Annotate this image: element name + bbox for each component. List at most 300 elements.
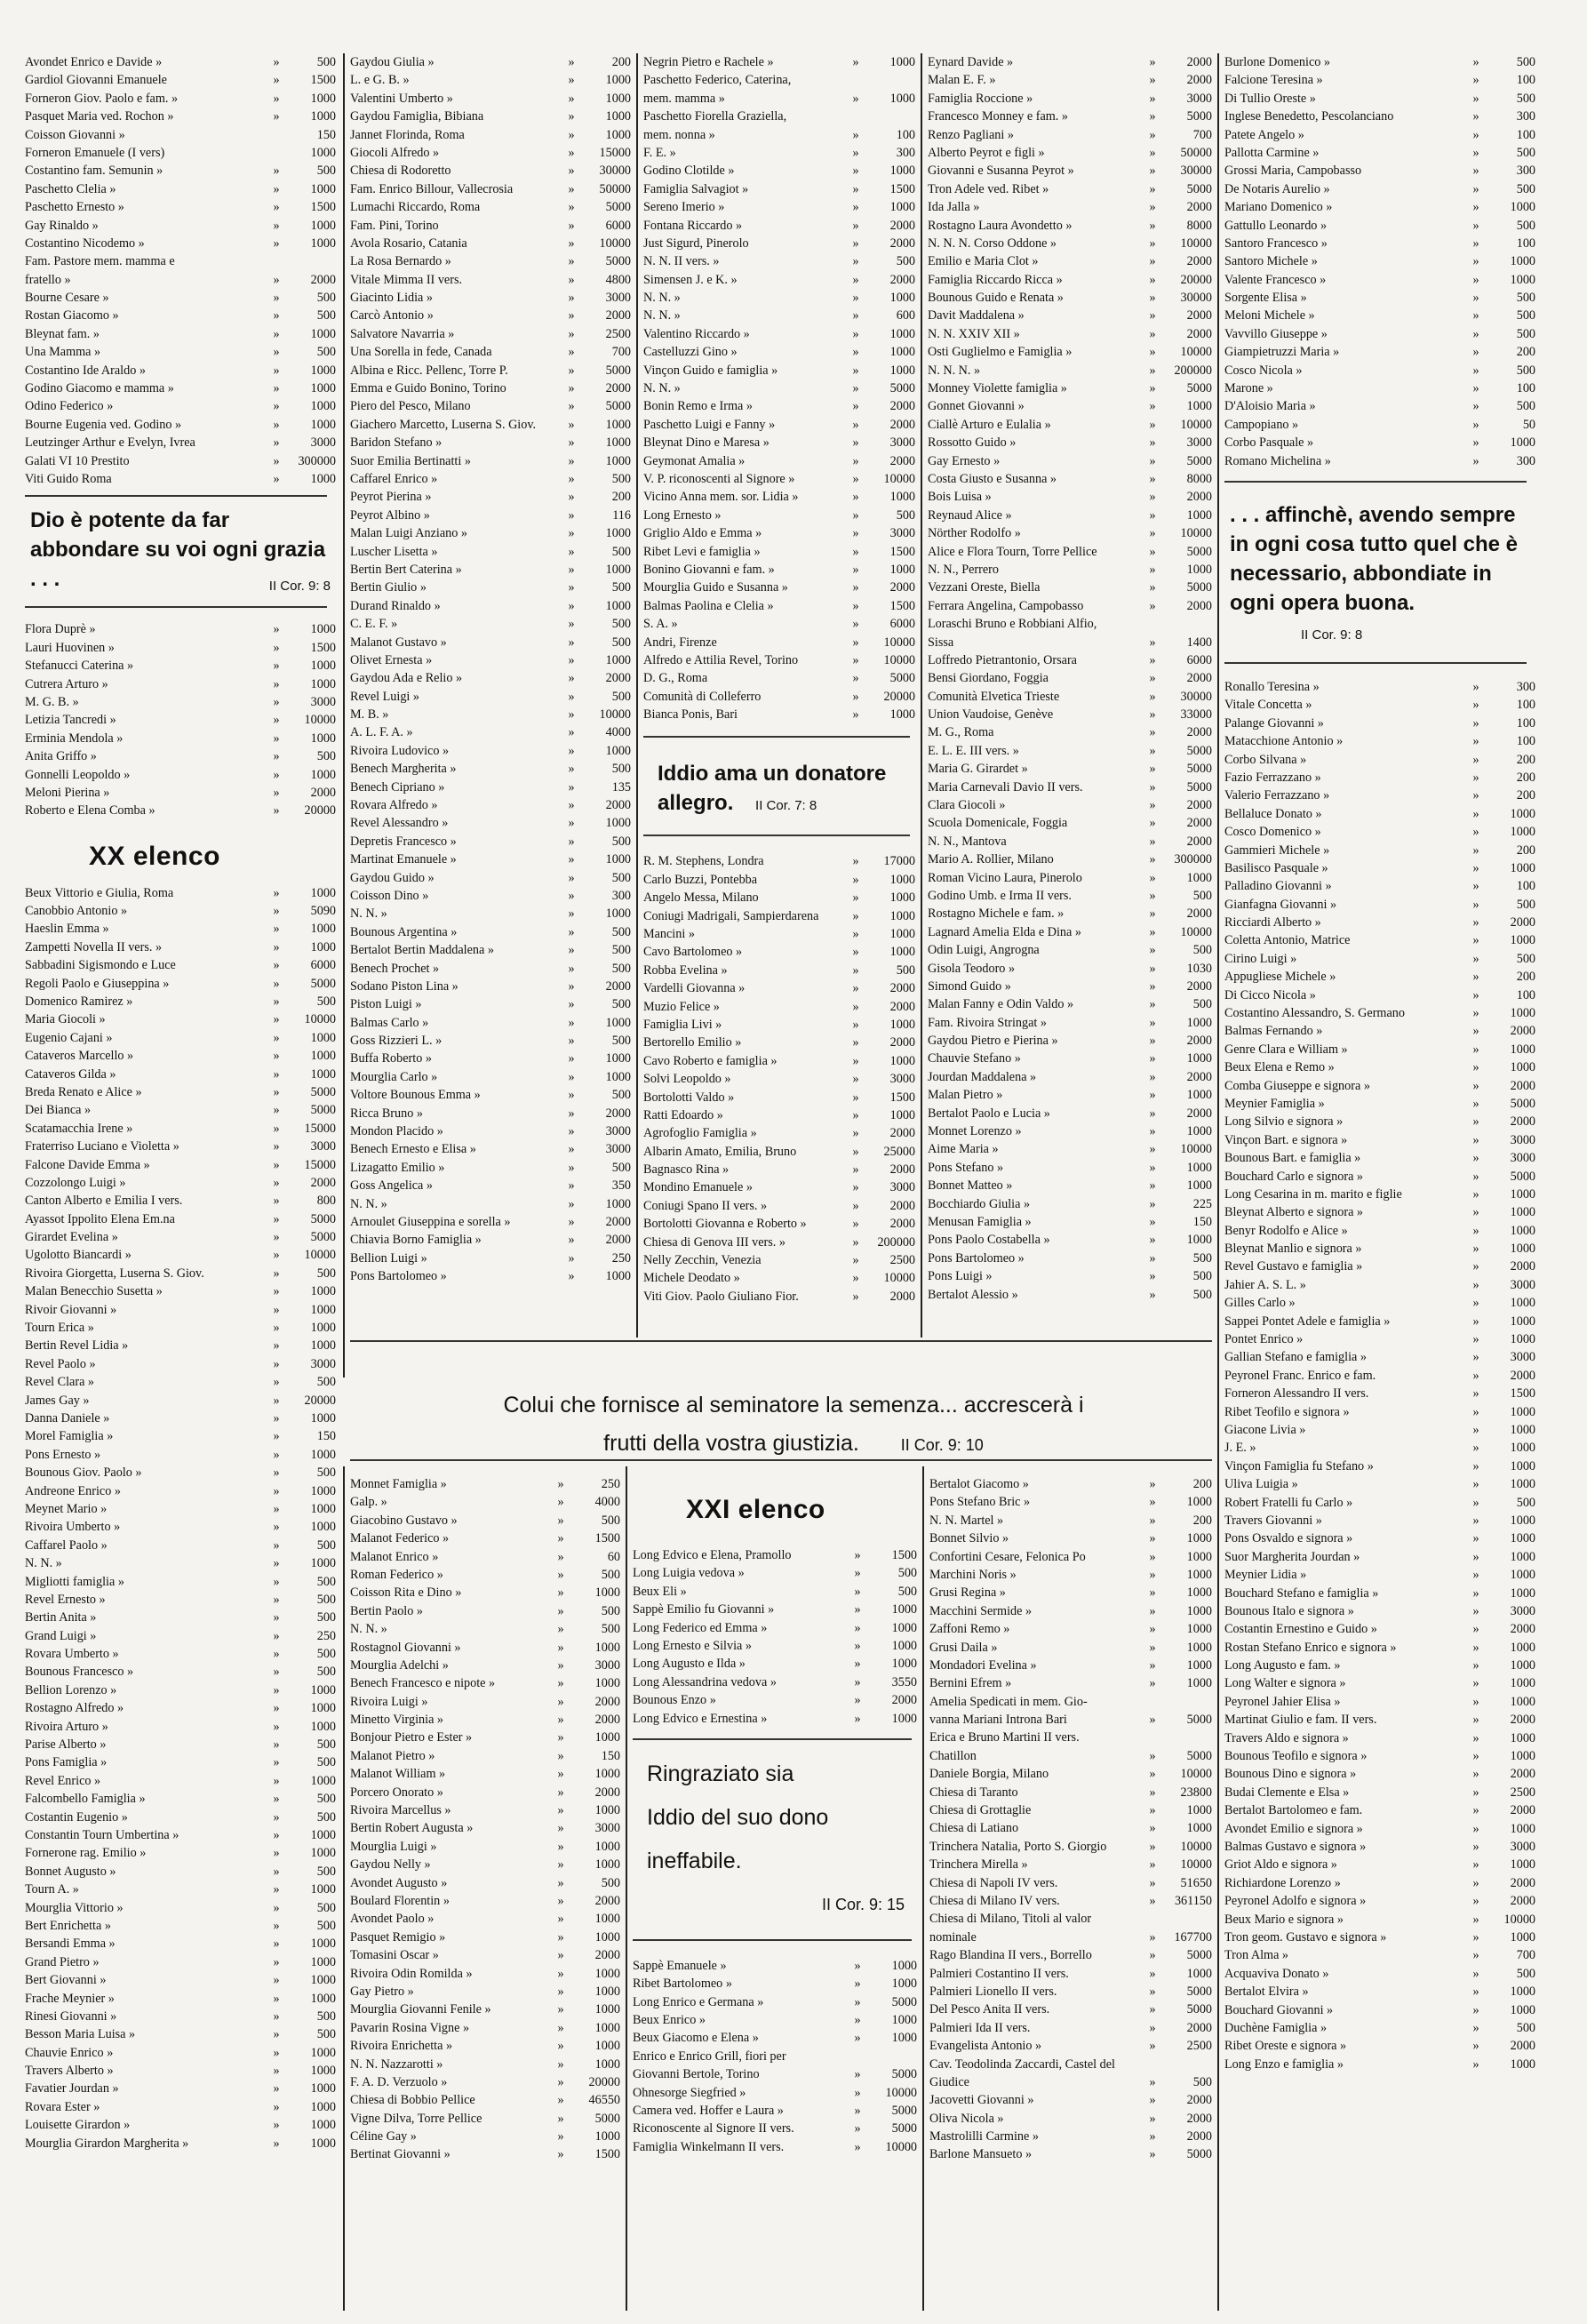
donation-amount: 500 — [316, 1574, 336, 1589]
donation-amount: 6000 — [310, 958, 336, 973]
donation-amount: 1000 — [889, 490, 915, 505]
section-divider — [25, 495, 327, 497]
donation-amount: 1000 — [310, 91, 336, 106]
donor-row — [25, 1899, 336, 1917]
donor-name: Sabbadini Sigismondo e Luce — [25, 958, 176, 973]
donor-name: Bourne Cesare » — [25, 291, 109, 306]
ditto-mark: » — [1472, 1531, 1479, 1546]
donation-amount: 500 — [897, 1584, 917, 1599]
donor-row — [25, 1772, 336, 1790]
donation-amount: 1000 — [1186, 1622, 1212, 1637]
ditto-mark: » — [273, 1737, 280, 1753]
donor-row — [25, 1282, 336, 1300]
donor-row — [25, 802, 336, 819]
donation-amount: 1000 — [889, 707, 915, 723]
donor-row — [25, 2116, 336, 2134]
donor-name: Simensen J. e K. » — [643, 272, 738, 287]
donor-row — [25, 956, 336, 974]
donor-name: Sappè Emilio fu Giovanni » — [633, 1602, 775, 1617]
donor-row — [1224, 1965, 1535, 1983]
donation-amount: 2000 — [1186, 598, 1212, 613]
donor-row — [633, 2084, 917, 2102]
donor-row — [928, 1068, 1212, 1086]
donation-amount: 5000 — [889, 381, 915, 396]
donation-amount: 10000 — [1180, 236, 1212, 251]
donor-row — [25, 2062, 336, 2080]
donation-amount: 2000 — [1186, 200, 1212, 215]
ditto-mark: » — [852, 1180, 859, 1195]
donor-row — [1224, 1729, 1535, 1747]
donor-row — [633, 1601, 917, 1618]
donation-amount: 5000 — [310, 1211, 336, 1226]
donor-name: Cavo Bartolomeo » — [643, 945, 743, 960]
donation-amount: 1000 — [889, 872, 915, 887]
donation-amount: 250 — [611, 1250, 631, 1266]
donor-name: Union Vaudoise, Genève — [928, 707, 1054, 723]
donor-name: Long Edvico e Ernestina » — [633, 1711, 768, 1726]
donor-name: Revel Enrico » — [25, 1773, 101, 1788]
donor-name: Del Pesco Anita II vers. — [929, 2002, 1050, 2017]
donation-amount: 1000 — [1186, 1640, 1212, 1655]
donation-amount: 500 — [1516, 326, 1535, 341]
ditto-mark: » — [1149, 671, 1156, 686]
verse-text: Iddio ama un donatore allegro. — [658, 762, 887, 816]
ditto-mark: » — [1149, 1966, 1156, 1981]
donation-amount: 2500 — [605, 326, 631, 341]
ditto-mark: » — [1149, 272, 1156, 287]
donor-name: Roman Vicino Laura, Pinerolo — [928, 870, 1082, 885]
donation-amount: 1000 — [310, 1447, 336, 1462]
donor-name: Comba Giuseppe e signora » — [1224, 1078, 1370, 1093]
donor-row — [25, 397, 336, 415]
donation-amount: 1000 — [310, 1501, 336, 1516]
ditto-mark: » — [568, 164, 575, 179]
donor-name: Fam. Enrico Billour, Vallecrosia — [350, 181, 514, 196]
donor-row — [928, 561, 1212, 579]
donor-row — [643, 307, 915, 324]
donation-amount: 2000 — [1186, 490, 1212, 505]
ditto-mark: » — [1472, 1640, 1479, 1655]
donation-amount: 4000 — [594, 1495, 620, 1510]
donation-amount: 3000 — [889, 435, 915, 451]
donation-amount: 2000 — [594, 1893, 620, 1908]
ditto-mark: » — [557, 1657, 564, 1673]
ditto-mark: » — [1149, 453, 1156, 468]
ditto-mark: » — [557, 1785, 564, 1800]
donation-amount: 1000 — [1510, 2056, 1535, 2072]
ditto-mark: » — [1472, 2002, 1479, 2017]
donor-name: Enrico e Enrico Grill, fiori per — [633, 2048, 786, 2064]
bible-verse — [633, 1753, 917, 1927]
ditto-mark: » — [852, 490, 859, 505]
donor-row — [1224, 71, 1535, 89]
donation-amount: 2000 — [889, 981, 915, 996]
ditto-mark: » — [854, 1657, 861, 1672]
donor-name: Rivoira Odin Romilda » — [350, 1966, 473, 1981]
ditto-mark: » — [1472, 1985, 1479, 2000]
donation-amount: 1000 — [891, 1638, 917, 1653]
donor-name: Malan Fanny e Odin Valdo » — [928, 997, 1074, 1012]
donor-row — [350, 1983, 620, 2001]
donor-name: Di Cicco Nicola » — [1224, 987, 1316, 1002]
donor-name: Bortolotti Valdo » — [643, 1090, 735, 1105]
donor-name: Benech Prochet » — [350, 961, 440, 976]
donation-amount: 1000 — [1186, 1051, 1212, 1066]
donor-name: Ayassot Ippolito Elena Em.na — [25, 1211, 175, 1226]
donor-row — [928, 452, 1212, 470]
ditto-mark: » — [1149, 1803, 1156, 1818]
ditto-mark: » — [273, 1773, 280, 1788]
donor-name: Céline Gay » — [350, 2129, 417, 2144]
donor-name: Loraschi Bruno e Robbiani Alfio, — [928, 617, 1097, 632]
donor-row — [25, 975, 336, 993]
donor-name: Malan Luigi Anziano » — [350, 526, 467, 541]
donor-name: Giacone Livia » — [1224, 1423, 1306, 1437]
donor-name: Falcione Teresina » — [1224, 73, 1323, 88]
ditto-mark: » — [557, 1694, 564, 1709]
donor-name: Riconoscente al Signore II vers. — [633, 2121, 794, 2136]
ditto-mark: » — [1149, 164, 1156, 179]
ditto-mark: » — [852, 689, 859, 704]
donor-row — [25, 1410, 336, 1427]
ditto-mark: » — [273, 1194, 280, 1209]
donation-amount: 3000 — [605, 1124, 631, 1139]
donor-name: Gaydou Giulia » — [350, 55, 435, 69]
ditto-mark: » — [568, 997, 575, 1012]
donor-row — [25, 90, 336, 108]
donation-amount: 1000 — [594, 1839, 620, 1854]
donation-amount: 200 — [1192, 1477, 1212, 1491]
donation-amount: 500 — [316, 1592, 336, 1607]
donor-row — [1224, 1186, 1535, 1203]
donation-amount: 135 — [611, 779, 631, 795]
donation-amount: 700 — [611, 345, 631, 360]
donor-row — [25, 1010, 336, 1028]
donor-name: Chauvie Stefano » — [928, 1051, 1021, 1066]
donation-amount: 1000 — [889, 291, 915, 306]
ditto-mark: » — [1149, 1549, 1156, 1564]
donor-row — [1224, 108, 1535, 125]
donation-amount: 500 — [611, 635, 631, 650]
donor-name: Paschetto Ernesto » — [25, 200, 124, 215]
ditto-mark: » — [1149, 924, 1156, 939]
donor-row — [1224, 678, 1535, 696]
ditto-mark: » — [568, 326, 575, 341]
donation-amount: 10000 — [1180, 1839, 1212, 1854]
donor-name: Bonino Giovanni e fam. » — [643, 562, 775, 577]
donor-row — [928, 1140, 1212, 1158]
ditto-mark: » — [1149, 635, 1156, 650]
donor-row — [25, 108, 336, 125]
donor-row — [928, 108, 1212, 125]
ditto-mark: » — [1149, 127, 1156, 142]
ditto-mark: » — [557, 1585, 564, 1601]
donor-name: Depretis Francesco » — [350, 834, 457, 849]
donor-name: Ricciardi Alberto » — [1224, 915, 1321, 930]
ditto-mark: » — [1472, 127, 1479, 142]
donation-amount: 1000 — [1510, 1006, 1535, 1021]
donor-row — [350, 1159, 631, 1177]
donor-name: Bert Giovanni » — [25, 1973, 107, 1988]
donor-row — [25, 162, 336, 180]
donor-row — [633, 1619, 917, 1637]
donor-name: Nelly Zecchin, Venezia — [643, 1253, 762, 1268]
donation-amount: 3000 — [1510, 1350, 1535, 1365]
ditto-mark: » — [1149, 725, 1156, 740]
donation-amount: 1000 — [605, 1069, 631, 1084]
donation-amount: 300 — [1516, 109, 1535, 124]
donation-amount: 4000 — [605, 725, 631, 740]
donor-row — [1224, 325, 1535, 343]
ditto-mark: » — [273, 417, 280, 432]
donation-amount: 1000 — [310, 1066, 336, 1082]
ditto-mark: » — [852, 580, 859, 595]
ditto-mark: » — [273, 73, 280, 88]
ditto-mark: » — [557, 1676, 564, 1691]
donor-row — [929, 2019, 1212, 2037]
donor-name: Appugliese Michele » — [1224, 970, 1336, 985]
donor-name: Bertalot Giacomo » — [929, 1477, 1029, 1491]
ditto-mark: » — [852, 635, 859, 650]
donation-amount: 3000 — [605, 1142, 631, 1157]
donor-name: La Rosa Bernardo » — [350, 254, 451, 269]
donor-name: M. G., Roma — [928, 725, 994, 740]
ditto-mark: » — [852, 1234, 859, 1250]
donation-amount: 1000 — [310, 1284, 336, 1299]
donor-name: Luscher Lisetta » — [350, 544, 438, 559]
donation-amount: 10000 — [885, 2139, 917, 2154]
donor-row — [1224, 914, 1535, 931]
donor-name: fratello » — [25, 272, 71, 287]
donor-name: Amelia Spedicati in mem. Gio- — [929, 1694, 1088, 1709]
donor-name: Burlone Domenico » — [1224, 55, 1330, 69]
donor-row — [350, 1195, 631, 1213]
donation-amount: 500 — [611, 544, 631, 559]
donor-name: nominale — [929, 1929, 977, 1945]
donation-amount: 6000 — [889, 617, 915, 632]
donor-name: Boulard Florentin » — [350, 1893, 450, 1908]
ditto-mark: » — [1149, 2074, 1156, 2089]
donation-amount: 500 — [1516, 55, 1535, 69]
donor-name: Oliva Nicola » — [929, 2111, 1004, 2126]
ditto-mark: » — [1472, 860, 1479, 875]
donation-amount: 1000 — [605, 598, 631, 613]
donation-amount: 1500 — [310, 640, 336, 655]
ditto-mark: » — [1149, 1069, 1156, 1084]
donor-name: Salvatore Navarria » — [350, 326, 455, 341]
donation-amount: 500 — [1516, 91, 1535, 106]
donation-amount: 500 — [1516, 308, 1535, 323]
ditto-mark: » — [852, 671, 859, 686]
donor-name: Malanot Gustavo » — [350, 635, 447, 650]
donor-row — [1224, 379, 1535, 397]
donor-row — [25, 1844, 336, 1862]
donation-amount: 10000 — [304, 713, 336, 728]
donor-name: Vitale Mimma II vers. — [350, 272, 463, 287]
donor-row — [1224, 1475, 1535, 1493]
donation-amount: 1000 — [605, 852, 631, 867]
donor-name: Renzo Pagliani » — [928, 127, 1014, 142]
ditto-mark: » — [273, 1411, 280, 1426]
donor-name: Coisson Giovanni » — [25, 127, 125, 142]
ditto-mark: » — [1472, 1713, 1479, 1728]
donor-name: Corbo Pasquale » — [1224, 435, 1314, 451]
donor-row — [643, 488, 915, 506]
donation-amount: 1000 — [310, 109, 336, 124]
ditto-mark: » — [273, 363, 280, 378]
ditto-mark: » — [1149, 598, 1156, 613]
donation-amount: 2000 — [1510, 1368, 1535, 1383]
donor-name: Balmas Gustavo e signora » — [1224, 1839, 1367, 1854]
ditto-mark: » — [854, 1620, 861, 1635]
donor-name: Gonnelli Leopoldo » — [25, 767, 131, 782]
donor-row — [25, 1101, 336, 1119]
donation-amount: 1000 — [310, 1556, 336, 1571]
ditto-mark: » — [854, 2013, 861, 2028]
donor-name: Pons Bartolomeo » — [928, 1250, 1025, 1266]
donation-amount: 1400 — [1186, 635, 1212, 650]
donation-amount: 5000 — [1186, 181, 1212, 196]
donor-row — [929, 1838, 1212, 1856]
donor-name: Rostan Giacomo » — [25, 308, 119, 323]
ditto-mark: » — [273, 1628, 280, 1643]
donation-amount: 5000 — [891, 1994, 917, 2009]
donor-row — [350, 1892, 620, 1910]
donor-row — [1224, 1911, 1535, 1929]
ditto-mark: » — [557, 2056, 564, 2072]
donation-amount: 500 — [611, 617, 631, 632]
ditto-mark: » — [854, 1994, 861, 2009]
ditto-mark: » — [557, 1984, 564, 1999]
donor-row — [1224, 931, 1535, 949]
ditto-mark: » — [273, 1937, 280, 1952]
donor-name: Regoli Paolo e Giuseppina » — [25, 976, 170, 991]
donor-row — [643, 1288, 915, 1306]
ditto-mark: » — [568, 490, 575, 505]
ditto-mark: » — [1472, 1350, 1479, 1365]
donor-row — [643, 90, 915, 108]
donation-amount: 500 — [1192, 1250, 1212, 1266]
donor-name: Marone » — [1224, 381, 1273, 396]
donor-name: Bagnasco Rina » — [643, 1162, 730, 1178]
donor-row — [928, 362, 1212, 379]
ditto-mark: » — [1149, 507, 1156, 523]
donor-row — [25, 711, 336, 729]
ditto-mark: » — [1472, 970, 1479, 985]
donor-name: Chiesa di Milano IV vers. — [929, 1893, 1060, 1908]
donor-row — [928, 543, 1212, 561]
donation-amount: 2000 — [889, 1198, 915, 1213]
donor-name: Bersandi Emma » — [25, 1937, 116, 1952]
donation-amount: 2000 — [1510, 1259, 1535, 1274]
donation-amount: 10000 — [304, 1012, 336, 1027]
donor-row — [643, 561, 915, 579]
ditto-mark: » — [273, 1864, 280, 1879]
donor-row — [928, 162, 1212, 180]
donation-amount: 1000 — [594, 1585, 620, 1601]
donor-row — [1224, 1856, 1535, 1873]
donor-name: Mondino Emanuele » — [643, 1180, 753, 1195]
donation-amount: 1000 — [605, 109, 631, 124]
donor-name: Goss Rizzieri L. » — [350, 1034, 443, 1049]
ditto-mark: » — [568, 91, 575, 106]
ditto-mark: » — [854, 1548, 861, 1562]
donation-amount: 200 — [1192, 1513, 1212, 1528]
donor-row — [25, 2135, 336, 2152]
donor-row — [350, 2001, 620, 2018]
donor-name: Rostan Stefano Enrico e signora » — [1224, 1640, 1397, 1655]
donor-name: Rago Blandina II vers., Borrello — [929, 1948, 1092, 1963]
bible-verse — [643, 759, 915, 820]
donation-amount: 2500 — [1186, 2039, 1212, 2054]
donor-row — [1224, 1874, 1535, 1892]
column-4-lower — [929, 1475, 1212, 2311]
donor-name: Peyronel Adolfo e signora » — [1224, 1894, 1367, 1909]
ditto-mark: » — [852, 1072, 859, 1087]
donor-name: Gaydou Ada e Relio » — [350, 671, 463, 686]
donor-name: Anita Griffo » — [25, 749, 97, 764]
donor-row — [928, 1159, 1212, 1177]
ditto-mark: » — [568, 1160, 575, 1175]
donation-amount: 5000 — [1186, 1748, 1212, 1763]
donor-row — [643, 1234, 915, 1251]
donation-amount: 1000 — [594, 1803, 620, 1818]
ditto-mark: » — [1472, 770, 1479, 785]
donation-amount: 500 — [601, 1513, 620, 1528]
donor-row — [1224, 198, 1535, 216]
donor-name: Bounous Bart. e famiglia » — [1224, 1151, 1361, 1166]
ditto-mark: » — [568, 689, 575, 704]
donor-name: Acquaviva Donato » — [1224, 1966, 1329, 1981]
donor-name: Pons Famiglia » — [25, 1755, 108, 1770]
ditto-mark: » — [852, 927, 859, 942]
donation-amount: 1000 — [605, 816, 631, 831]
donation-amount: 1000 — [605, 1269, 631, 1284]
donor-name: Canton Alberto e Emilia I vers. — [25, 1194, 183, 1209]
ditto-mark: » — [273, 958, 280, 973]
donor-row — [929, 1693, 1212, 1711]
donation-amount: 300 — [1516, 679, 1535, 694]
donation-amount: 1000 — [891, 1977, 917, 1992]
donor-name: Lauri Huovinen » — [25, 640, 115, 655]
donor-row — [643, 1143, 915, 1161]
ditto-mark: » — [273, 1465, 280, 1481]
donation-amount: 1000 — [310, 381, 336, 396]
ditto-mark: » — [273, 1066, 280, 1082]
donor-row — [350, 1512, 620, 1529]
ditto-mark: » — [1149, 1875, 1156, 1890]
donation-amount: 500 — [611, 997, 631, 1012]
ditto-mark: » — [1472, 915, 1479, 930]
donor-name: Famiglia Livi » — [643, 1017, 722, 1032]
donation-amount: 2000 — [1186, 2111, 1212, 2126]
donor-row — [350, 362, 631, 379]
donation-amount: 1000 — [605, 417, 631, 432]
donor-row — [25, 1446, 336, 1464]
donation-amount: 1000 — [310, 417, 336, 432]
donor-name: Buffa Roberto » — [350, 1051, 432, 1066]
donor-row — [25, 470, 336, 488]
donation-amount: 5000 — [1186, 1984, 1212, 1999]
ditto-mark: » — [568, 743, 575, 758]
donor-row — [643, 452, 915, 470]
donor-row — [928, 579, 1212, 596]
donor-name: Cirino Luigi » — [1224, 951, 1297, 966]
ditto-mark: » — [1149, 2020, 1156, 2035]
donor-row — [928, 90, 1212, 108]
donor-name: Peyrot Albino » — [350, 507, 430, 523]
ditto-mark: » — [568, 1088, 575, 1103]
